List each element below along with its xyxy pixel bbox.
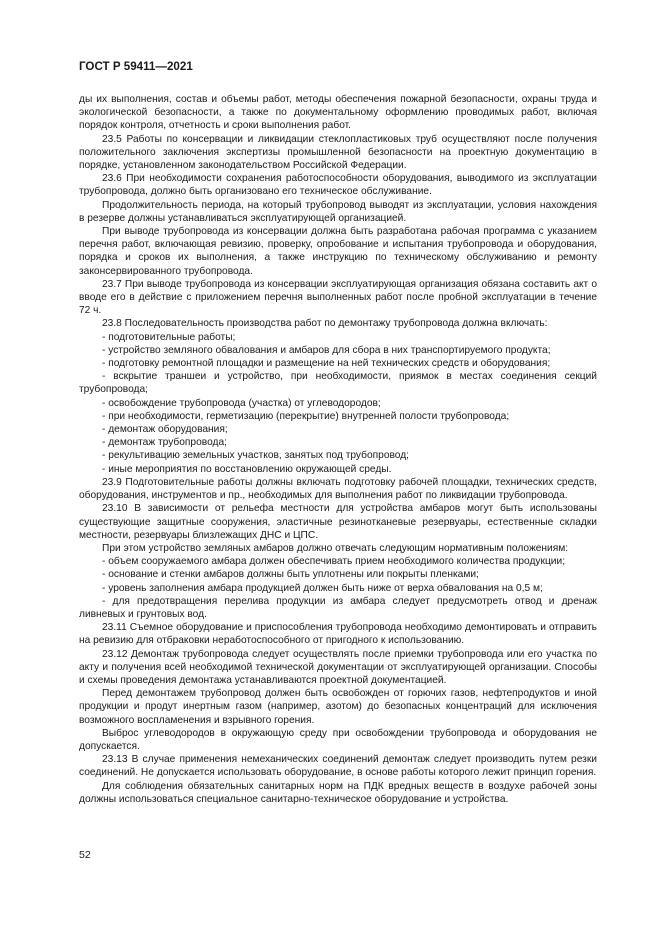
paragraph: 23.13 В случае применения немеханических соединений демонтаж следует производить путем резки соединений. Не допускается использовать оборудование, в основе работы которого лежит принцип горения.: [79, 754, 597, 779]
list-item: - при необходимости, герметизацию (перекрытие) внутренней полости трубопровода;: [102, 410, 510, 422]
paragraph: 23.5 Работы по консервации и ликвидации стеклопластиковых труб осуществляют после получения положительного заключения экспертизы промышленной безопасности на проектную документацию в порядке, установленном законодательством Российской Федерации.: [79, 133, 597, 172]
paragraph: 23.6 При необходимости сохранения работоспособности оборудования, выводимого из эксплуатации трубопровода, должно быть организовано его техническое обслуживание.: [79, 173, 597, 198]
paragraph: 23.7 При выводе трубопровода из консервации эксплуатирующая организация обязана составить акт о вводе его в действие с приложением перечня выполненных работ после пробной эксплуатации в течение 72 ч.: [79, 278, 597, 317]
list-item: - уровень заполнения амбара продукцией должен быть ниже от верха обвалования на 0,5 м;: [102, 582, 543, 594]
list-item: - подготовительные работы;: [102, 331, 236, 343]
paragraph: Перед демонтажем трубопровод должен быть освобожден от горючих газов, нефтепродуктов и иной продукции и продут инертным газом (например, азотом) до безопасных концентраций для исключения возможного воспламенения и взрывного горения.: [79, 688, 597, 726]
list-item: - для предотвращения перелива продукции из амбара следует предусмотреть отвод и дренаж ливневых и грунтовых вод.: [79, 595, 597, 620]
page-number: 52: [79, 849, 91, 861]
list-item: - основание и стенки амбаров должны быть уплотнены или покрыты пленками;: [102, 569, 479, 581]
list-item: - подготовку ремонтной площадки и размещение на ней технических средств и оборудования;: [102, 358, 551, 370]
list-item: - объем сооружаемого амбара должен обеспечивать прием необходимого количества продукции;: [102, 556, 566, 568]
paragraph: 23.9 Подготовительные работы должны включать подготовку рабочей площадки, технических средств, оборудования, инструментов и пр., необходимых для выполнения работ по ликвидации трубопровода.: [79, 476, 597, 502]
paragraph: Выброс углеводородов в окружающую среду при освобождении трубопровода и оборудования не допускается.: [79, 727, 597, 752]
list-item: - рекультивацию земельных участков, занятых под трубопровод;: [102, 450, 409, 462]
list-item: - устройство земляного обвалования и амбаров для сбора в них транспортируемого продукта;: [102, 344, 551, 356]
paragraph: 23.11 Съемное оборудование и приспособления трубопровода необходимо демонтировать и отправить на ревизию для отбраковки неработоспособного от пригодного к использованию.: [79, 622, 597, 647]
list-item: - вскрытие траншеи и устройство, при необходимости, приямок в местах соединения секций трубопровода;: [79, 371, 597, 396]
paragraph: 23.12 Демонтаж трубопровода следует осуществлять после приемки трубопровода или его участка по акту и получения всей необходимой технической документации от эксплуатирующей организации. Способы и схемы проведения демонтажа устанавливаются проектной документацией.: [79, 648, 597, 686]
list-item: - демонтаж оборудования;: [102, 424, 228, 436]
document-header-code: ГОСТ Р 59411—2021: [79, 60, 193, 73]
paragraph: 23.10 В зависимости от рельефа местности для устройства амбаров могут быть использованы существующие защитные сооружения, эластичные резинотканевые резервуары, естественные складки местности, резервуары близлежащих ДНС и ЦПС.: [79, 503, 597, 541]
paragraph: При выводе трубопровода из консервации должна быть разработана рабочая программа с указанием перечня работ, включающая ревизию, проверку, опробование и испытания трубопровода и оборудования, порядка и сроков их выполнения, а также инструкцию по техническому обслуживанию и ремонту законсервированного трубопровода.: [79, 226, 597, 277]
paragraph: 23.8 Последовательность производства работ по демонтажу трубопровода должна включать:: [102, 318, 548, 330]
list-item: - иные мероприятия по восстановлению окружающей среды.: [102, 463, 392, 475]
list-item: - демонтаж трубопровода;: [102, 437, 227, 449]
list-item: - освобождение трубопровода (участка) от углеводородов;: [102, 397, 381, 409]
paragraph: При этом устройство земляных амбаров должно отвечать следующим нормативным положениям:: [102, 542, 569, 554]
paragraph: Продолжительность периода, на который трубопровод выводят из эксплуатации, условия нахождения в резерве должны устанавливаться эксплуатирующей организацией.: [79, 199, 597, 224]
document-body: [79, 93, 597, 806]
paragraph: Для соблюдения обязательных санитарных норм на ПДК вредных веществ в воздухе рабочей зоны должны использоваться специальное санитарно-техническое оборудование и устройства.: [79, 780, 597, 805]
paragraph: ды их выполнения, состав и объемы работ, методы обеспечения пожарной безопасности, охраны труда и экологической безопасности, а также по документальному оформлению проводимых работ, включая порядок контроля, отчетность и сроки выполнения работ.: [79, 94, 597, 132]
